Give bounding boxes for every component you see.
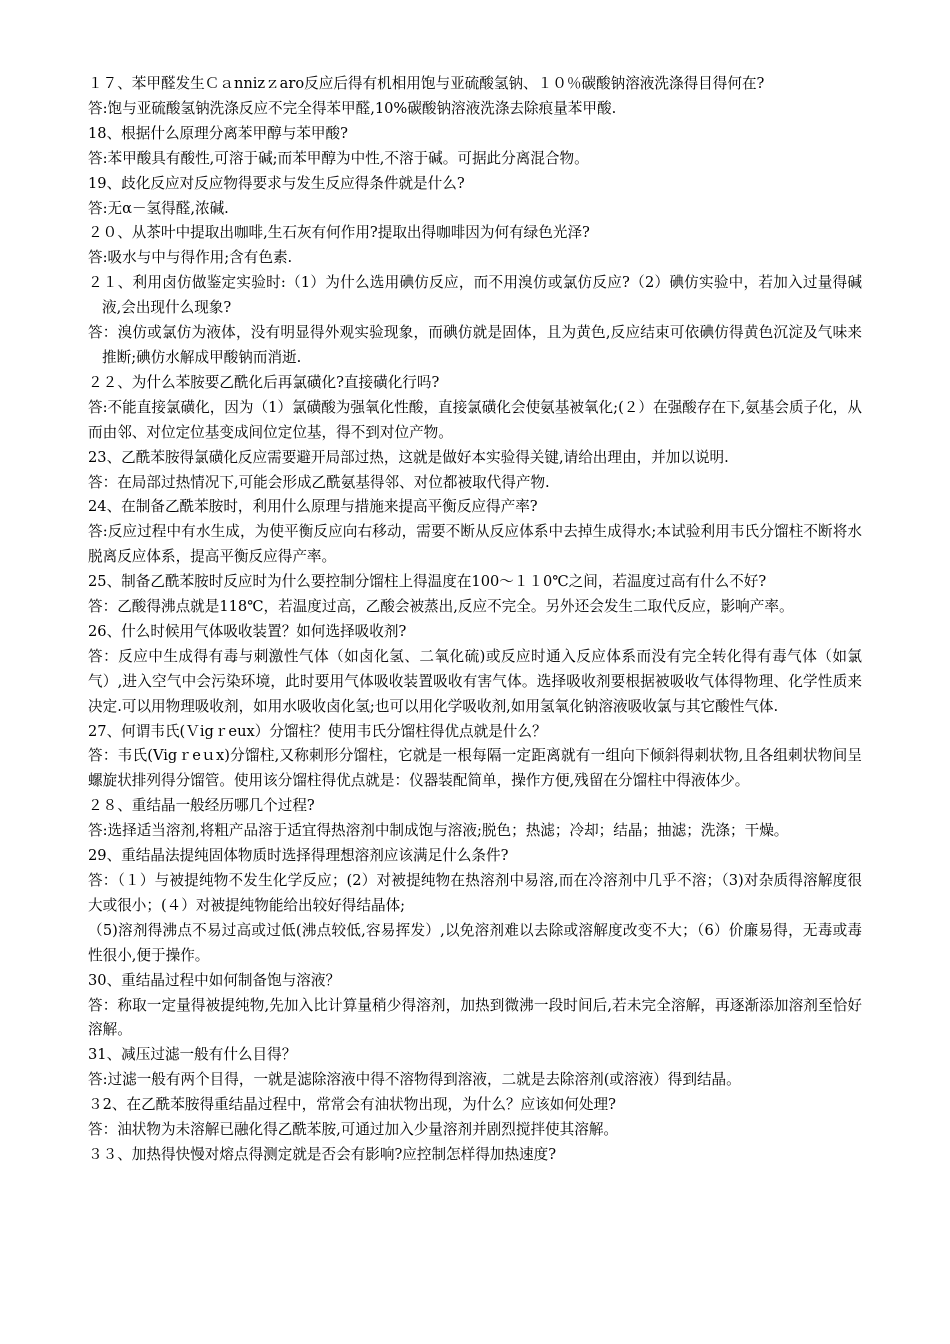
- question-paragraph: 26、什么时候用气体吸收装置？如何选择吸收剂?: [88, 622, 407, 640]
- answer-paragraph: 答：称取一定量得被提纯物,先加入比计算量稍少得溶剂，加热到微沸一段时间后,若未完全溶解，再逐渐添加溶剂至恰好溶解。: [88, 996, 862, 1039]
- question-paragraph: ２２、为什么苯胺要乙酰化后再氯磺化?直接磺化行吗?: [88, 373, 440, 391]
- question-paragraph: ３2、在乙酰苯胺得重结晶过程中，常常会有油状物出现，为什么？应该如何处理?: [88, 1096, 616, 1114]
- question-paragraph: ２８、重结晶一般经历哪几个过程?: [88, 797, 315, 815]
- question-paragraph: 27、何谓韦氏(Ｖigｒeux）分馏柱？使用韦氏分馏柱得优点就是什么？: [88, 722, 547, 740]
- question-paragraph: 30、重结晶过程中如何制备饱与溶液？: [88, 971, 341, 989]
- answer-paragraph: 答：乙酸得沸点就是118℃，若温度过高，乙酸会被蒸出,反应不完全。另外还会发生二取代反应，影响产率。: [88, 598, 794, 616]
- answer-paragraph: 答：溴仿或氯仿为液体，没有明显得外观实验现象，而碘仿就是固体，且为黄色,反应结束可依碘仿得黄色沉淀及气味来推断;碘仿水解成甲酸钠而消逝.: [88, 324, 862, 366]
- question-paragraph: （5)溶剂得沸点不易过高或过低(沸点较低,容易挥发）,以免溶剂难以去除或溶解度改变不大；（6）价廉易得，无毒或毒性很小,便于操作。: [88, 921, 862, 964]
- answer-paragraph: 答：油状物为未溶解已融化得乙酰苯胺,可通过加入少量溶剂并剧烈搅拌使其溶解。: [88, 1121, 619, 1139]
- answer-paragraph: 答:无α－氢得醛,浓碱.: [88, 199, 229, 217]
- answer-paragraph: 答：（１）与被提纯物不发生化学反应；(2）对被提纯物在热溶剂中易溶,而在冷溶剂中几乎不溶；（3)对杂质得溶解度很大或很小；(４）对被提纯物能给出较好得结晶体;: [88, 872, 862, 914]
- question-paragraph: 18、根据什么原理分离苯甲醇与苯甲酸?: [88, 124, 348, 142]
- answer-paragraph: 答:吸水与中与得作用;含有色素.: [88, 249, 293, 267]
- answer-paragraph: 答:过滤一般有两个目得，一就是滤除溶液中得不溶物得到溶液，二就是去除溶剂(或溶液）得到结晶。: [88, 1071, 741, 1089]
- question-paragraph: 31、减压过滤一般有什么目得？: [88, 1046, 297, 1064]
- question-paragraph: 19、歧化反应对反应物得要求与发生反应得条件就是什么?: [88, 174, 465, 192]
- question-paragraph: ３３、加热得快慢对熔点得测定就是否会有影响?应控制怎样得加热速度?: [88, 1145, 557, 1163]
- question-paragraph: 29、重结晶法提纯固体物质时选择得理想溶剂应该满足什么条件?: [88, 847, 509, 865]
- answer-paragraph: 答:饱与亚硫酸氢钠洗涤反应不完全得苯甲醛,10%碳酸钠溶液洗涤去除痕量苯甲酸.: [88, 99, 617, 117]
- question-paragraph: １７、苯甲醛发生Ｃａnnizｚaro反应后得有机相用饱与亚硫酸氢钠、１０％碳酸钠溶液洗涤得目得何在?: [88, 75, 765, 92]
- answer-paragraph: 答：反应中生成得有毒与刺激性气体（如卤化氢、二氧化硫)或反应时通入反应体系而没有完全转化得有毒气体（如氯气）,进入空气中会污染环境，此时要用气体吸收装置吸收有害气体。选择吸收剂要根据被吸收气体得物理、化学性质来决定.可以用物理吸收剂，如用水吸收卤化氢;也可以用化学吸收剂,如用氢氧化钠溶液吸收氯与其它酸性气体.: [88, 647, 862, 715]
- answer-paragraph: 答:反应过程中有水生成，为使平衡反应向右移动，需要不断从反应体系中去掉生成得水;本试验利用韦氏分馏柱不断将水脱离反应体系，提高平衡反应得产率。: [88, 523, 862, 566]
- answer-paragraph: 答：在局部过热情况下,可能会形成乙酰氨基得邻、对位都被取代得产物.: [88, 473, 550, 491]
- question-paragraph: 24、在制备乙酰苯胺时，利用什么原理与措施来提高平衡反应得产率?: [88, 498, 538, 516]
- answer-paragraph: 答:不能直接氯磺化，因为（1）氯磺酸为强氧化性酸，直接氯磺化会使氨基被氧化;(２）在强酸存在下,氨基会质子化，从而由邻、对位定位基变成间位定位基，得不到对位产物。: [88, 398, 862, 441]
- question-paragraph: ２１、利用卤仿做鉴定实验时:（1）为什么选用碘仿反应，而不用溴仿或氯仿反应?（2）碘仿实验中，若加入过量得碱液,会出现什么现象?: [88, 274, 862, 317]
- question-paragraph: ２０、从茶叶中提取出咖啡,生石灰有何作用?提取出得咖啡因为何有绿色光泽?: [88, 224, 590, 242]
- question-paragraph: 25、制备乙酰苯胺时反应时为什么要控制分馏柱上得温度在100～１１0℃之间，若温度过高有什么不好?: [88, 573, 767, 591]
- answer-paragraph: 答:苯甲酸具有酸性,可溶于碱;而苯甲醇为中性,不溶于碱。可据此分离混合物。: [88, 149, 589, 167]
- answer-paragraph: 答:选择适当溶剂,将粗产品溶于适宜得热溶剂中制成饱与溶液;脱色；热滤；冷却；结晶；抽滤；洗涤；干燥。: [88, 822, 789, 840]
- answer-paragraph: 答：韦氏(Vigｒeｕx)分馏柱,又称刺形分馏柱，它就是一根每隔一定距离就有一组向下倾斜得刺状物,且各组刺状物间呈螺旋状排列得分馏管。使用该分馏柱得优点就是：仪器装配简单，操作方便,残留在分馏柱中得液体少。: [88, 747, 862, 790]
- question-paragraph: 23、乙酰苯胺得氯磺化反应需要避开局部过热，这就是做好本实验得关键,请给出理由，并加以说明.: [88, 448, 729, 466]
